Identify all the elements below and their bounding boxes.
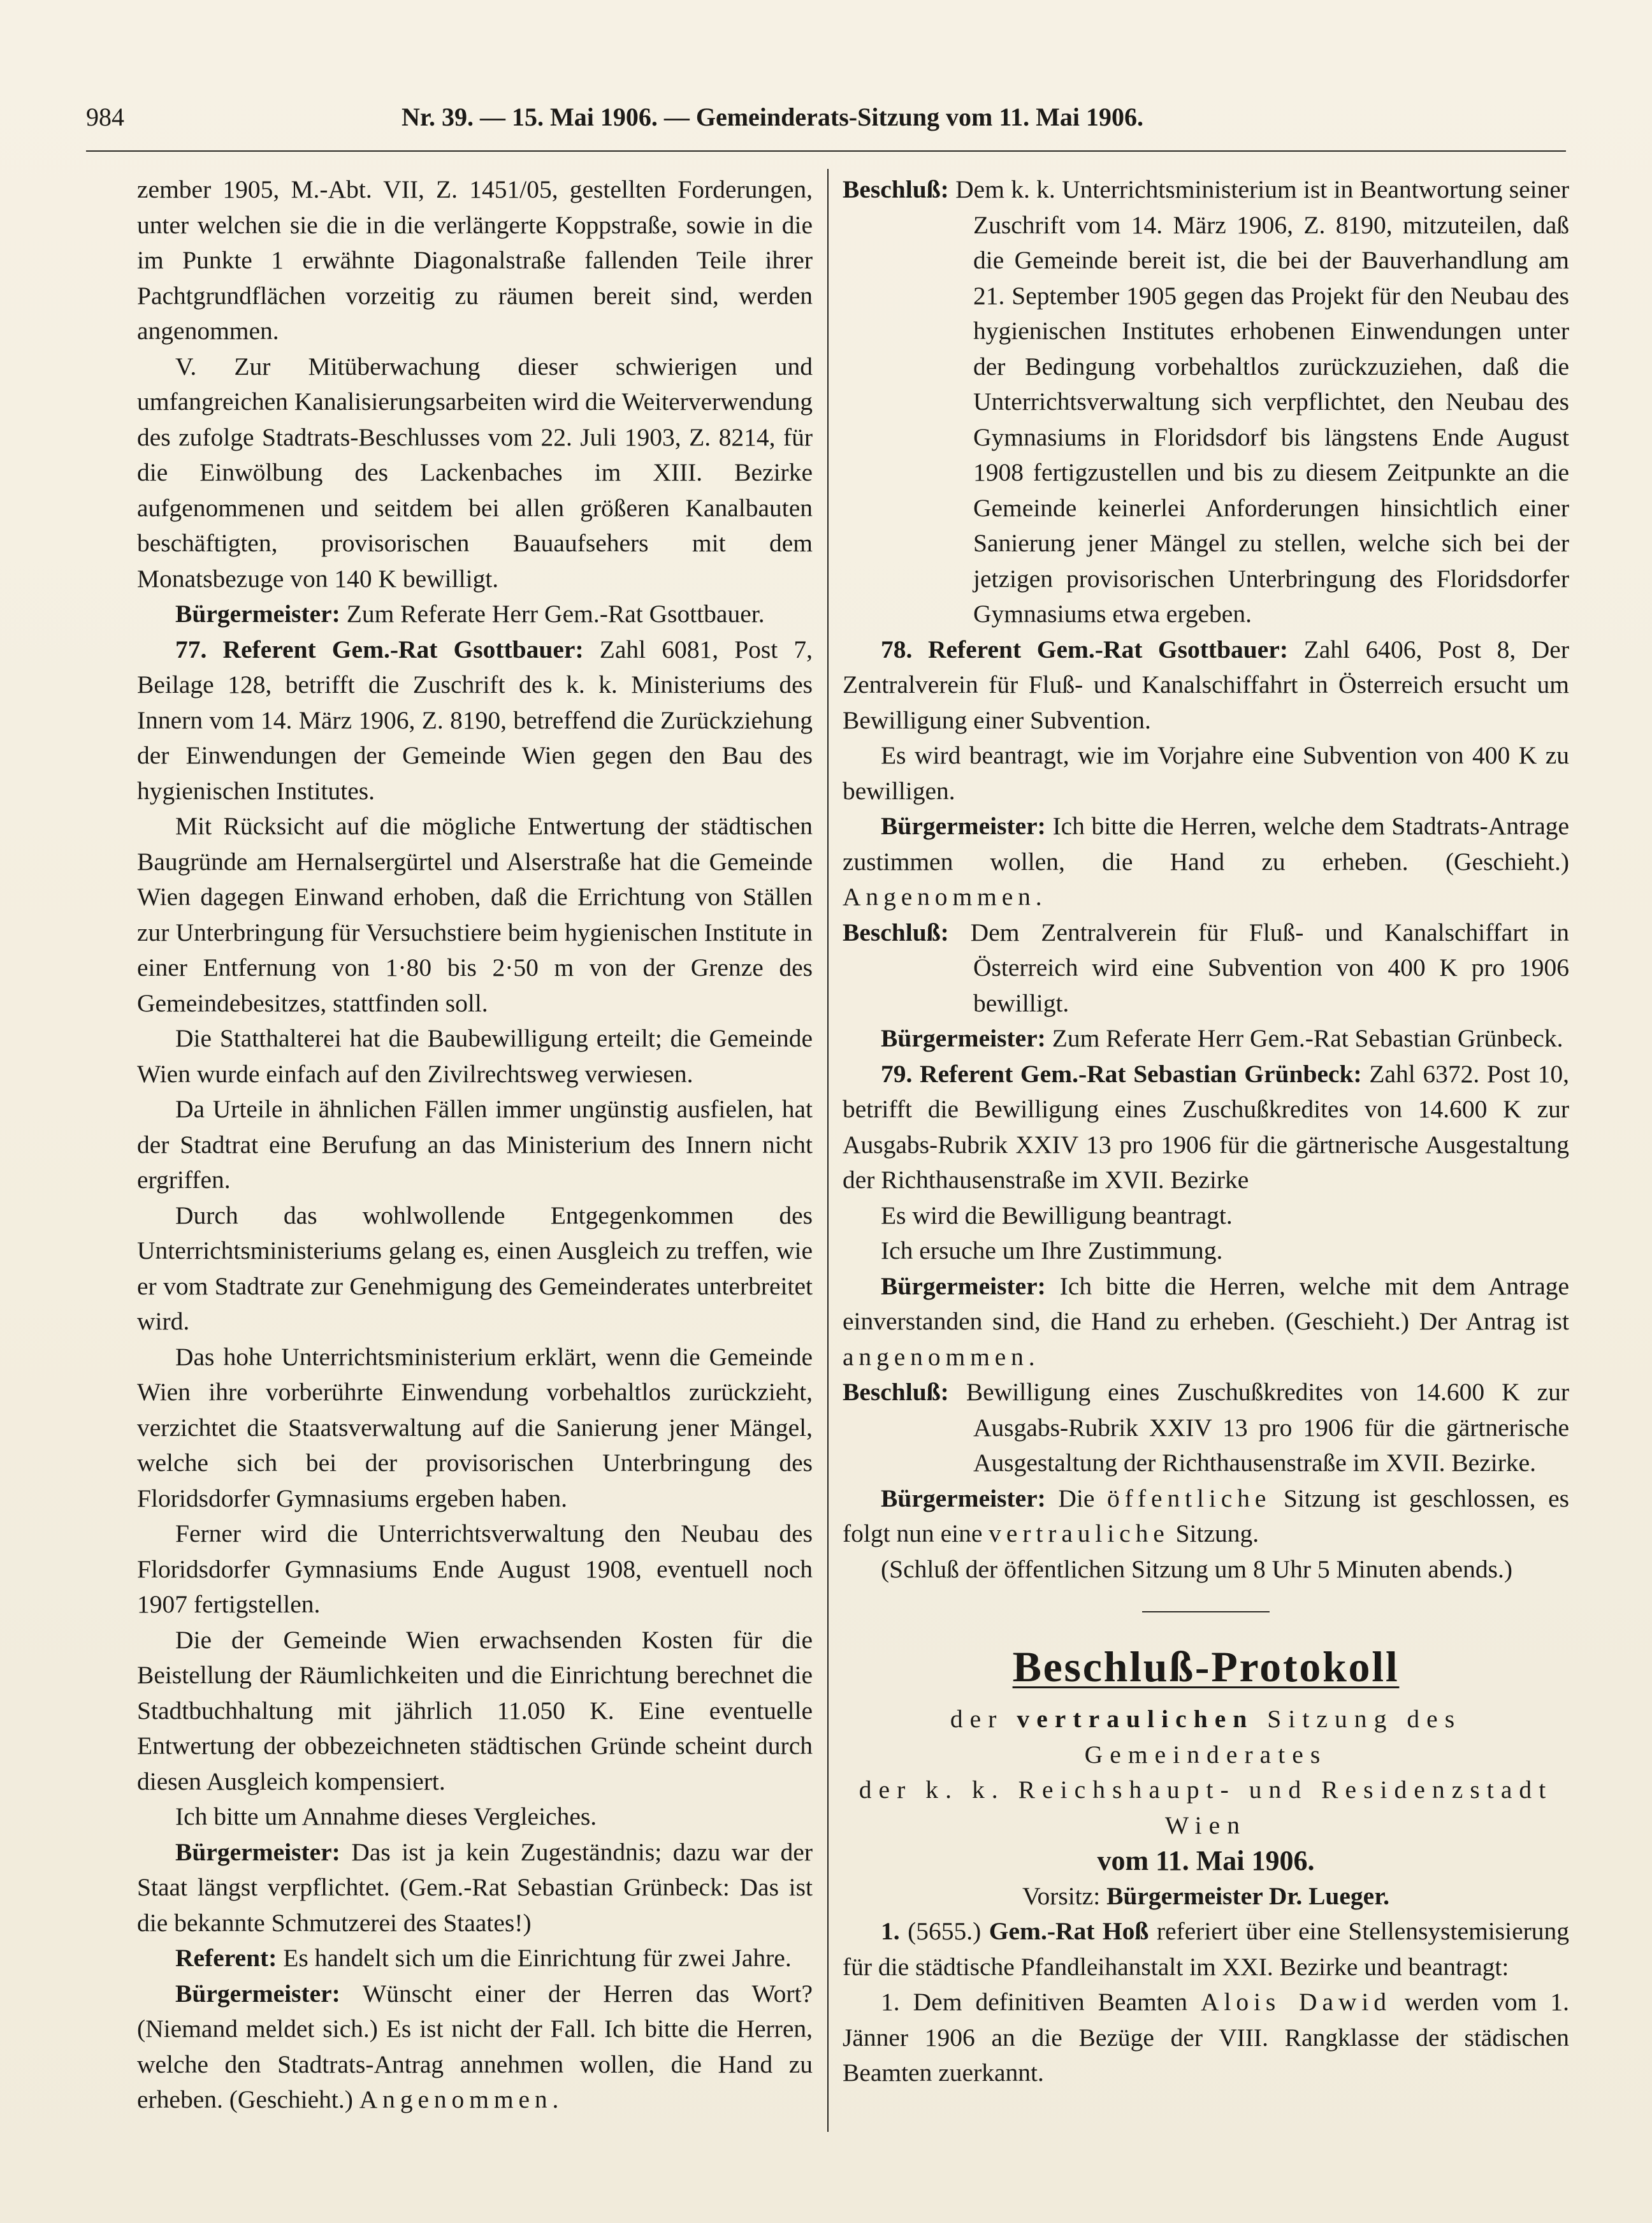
paragraph bbox=[843, 1021, 1569, 1057]
paragraph bbox=[137, 1941, 813, 1976]
protocol-date: vom 11. Mai 1906. bbox=[1097, 1845, 1315, 1876]
councillor-name: Gem.-Rat Hoß bbox=[989, 1917, 1149, 1945]
item-text: 1. Dem definitiven Beamten bbox=[881, 1988, 1187, 2016]
resolution-text: Dem Zentralverein für Fluß- und Kanalschiffart in Österreich wird eine Subvention von 400 K pro 1906 bewilligt. bbox=[970, 918, 1570, 1017]
header-rule bbox=[86, 150, 1566, 152]
speaker-label: Bürgermeister: bbox=[881, 1271, 1046, 1300]
resolution-paragraph bbox=[843, 1375, 1569, 1481]
speech-text: Es handelt sich um die Einrichtung für zwei Jahre. bbox=[283, 1944, 792, 1972]
column-divider bbox=[827, 169, 829, 2132]
speech-text: Zum Referate Herr Gem.-Rat Sebastian Grünbeck. bbox=[1052, 1024, 1563, 1052]
speaker-label: Referent: bbox=[175, 1944, 277, 1972]
speech-text: Sitzung ist geschlossen, es folgt nun eine bbox=[843, 1484, 1569, 1547]
section-divider bbox=[1142, 1611, 1270, 1612]
resolution-label: Beschluß: bbox=[843, 918, 949, 946]
agenda-item-label: 77. Referent Gem.-Rat Gsottbauer: bbox=[175, 635, 584, 663]
speaker-label: Bürgermeister: bbox=[881, 812, 1046, 840]
speech-text: Zum Referate Herr Gem.-Rat Gsottbauer. bbox=[346, 600, 765, 628]
speaker-label: Bürgermeister: bbox=[175, 1979, 340, 2008]
paragraph: Die Statthalterei hat die Baubewilligung erteilt; die Gemeinde Wien wurde einfach auf den Zivilrechtsweg verwiesen. bbox=[137, 1024, 813, 1088]
paragraph bbox=[137, 632, 813, 809]
protocol-title-text: Beschluß-Protokoll bbox=[1012, 1642, 1400, 1691]
paragraph bbox=[843, 1057, 1569, 1198]
resolution-text: Dem k. k. Unterrichtsministerium ist in Beantwortung seiner Zuschrift vom 14. März 1906, Z. 8190, mitzuteilen, daß die Gemeinde bereit ist, die bei der Bauverhandlung am 21. September 1905 gegen das Projekt für den Neubau des hygienischen Institutes erhobenen Einwendungen unter der Bedingung vorbehaltlos zurückzuziehen, daß die Unterrichtsverwaltung sich verpflichtet, den Neubau des Gymnasiums in Floridsdorf bis längstens Ende August 1908 fertigzustellen und bis zu diesem Zeitpunkte an die Gemeinde keinerlei Anforderungen hinsichtlich einer Sanierung jener Mängel zu stellen, welche sich bei der jetzigen provisorischen Unterbringung des Floridsdorfer Gymnasiums etwa ergeben. bbox=[955, 175, 1570, 628]
left-column bbox=[137, 172, 813, 2180]
subtitle-text: Sitzung des Gemeinderates bbox=[1084, 1705, 1462, 1769]
speaker-label: Bürgermeister: bbox=[175, 1837, 340, 1866]
speech-text: Sitzung. bbox=[1175, 1519, 1259, 1547]
page-header bbox=[86, 96, 1566, 147]
paragraph bbox=[137, 1835, 813, 1941]
paragraph: Es wird die Bewilligung beantragt. bbox=[881, 1201, 1233, 1229]
paragraph: Die der Gemeinde Wien erwachsenden Kosten für die Beistellung der Räumlichkeiten und die Einrichtung berechnet die Stadtbuchhaltung mit jährlich 11.050 K. Eine eventuelle Entwertung der obbezeichneten städtischen Gründe scheint durch diesen Ausgleich kompensiert. bbox=[137, 1625, 813, 1795]
paragraph: Da Urteile in ähnlichen Fällen immer ungünstig ausfielen, hat der Stadtrat eine Berufung an das Ministerium des Innern nicht ergriffen. bbox=[137, 1095, 813, 1194]
paragraph bbox=[843, 1914, 1569, 1985]
agenda-item-label: 78. Referent Gem.-Rat Gsottbauer: bbox=[881, 635, 1288, 663]
agenda-item-text: Zahl 6372. Post 10, betrifft die Bewilligung eines Zuschußkredites von 14.600 K zur Ausgabs-Rubrik XXIV 13 pro 1906 für die gärtnerische Ausgestaltung der Richthausenstraße im XVII. Bezirke bbox=[843, 1059, 1569, 1194]
paragraph: Das hohe Unterrichtsministerium erklärt, wenn die Gemeinde Wien ihre vorberührte Einwendung vorbehaltlos zurückzieht, verzichtet die Staatsverwaltung auf die Sanierung jener Mängel, welche sich bei der provisorischen Unterbringung des Floridsdorfer Gymnasiums ergeben haben. bbox=[137, 1342, 813, 1512]
paragraph: Mit Rücksicht auf die mögliche Entwertung der städtischen Baugründe am Hernalsergürtel und Alserstraße hat die Gemeinde Wien dagegen Einwand erhoben, daß die Errichtung von Ställen zur Unterbringung für Versuchstiere beim hygienischen Institute in einer Entfernung von 1·80 bis 2·50 m von der Grenze des Gemeindebesitzes, stattfinden soll. bbox=[137, 812, 813, 1017]
protocol-subtitle-line bbox=[843, 1702, 1569, 1772]
resolution-paragraph bbox=[843, 172, 1569, 632]
paragraph bbox=[843, 809, 1569, 915]
running-title: Nr. 39. — 15. Mai 1906. — Gemeinderats-Sitzung vom 11. Mai 1906. bbox=[402, 103, 1144, 131]
paragraph: Ich ersuche um Ihre Zustimmung. bbox=[881, 1236, 1223, 1264]
paragraph: V. Zur Mitüberwachung dieser schwierigen und umfangreichen Kanalisierungsarbeiten wird die Weiterverwendung des zufolge Stadtrats-Beschlusses vom 22. Juli 1903, Z. 8214, für die Einwölbung des Lackenbaches im XIII. Bezirke aufgenommenen und seitdem bei allen größeren Kanalbauten beschäftigten, provisorischen Bauaufsehers mit dem Monatsbezuge von 140 K bewilligt. bbox=[137, 352, 813, 593]
paragraph: Ich bitte um Annahme dieses Vergleiches. bbox=[175, 1802, 597, 1830]
spaced-word: öffentliche bbox=[1107, 1484, 1272, 1512]
protocol-title bbox=[843, 1638, 1569, 1695]
speaker-label: Bürgermeister: bbox=[175, 600, 340, 628]
chair-name: Bürgermeister Dr. Lueger. bbox=[1106, 1881, 1389, 1910]
subtitle-text: der bbox=[950, 1705, 1004, 1733]
paragraph bbox=[843, 1481, 1569, 1552]
speech-text: Das ist ja kein Zugeständnis; dazu war der Staat längst verpflichtet. (Gem.-Rat Sebastian Grünbeck: Das ist die bekannte Schmutzerei des Staates!) bbox=[137, 1837, 813, 1937]
item-text: (5655.) bbox=[908, 1917, 982, 1945]
speech-text: Wünscht einer der Herren das Wort? (Niemand meldet sich.) Es ist nicht der Fall. Ich bitte die Herren, welche den Stadtrats-Antrag annehmen wollen, die Hand zu erheben. (Geschieht.) bbox=[137, 1979, 813, 2113]
result-text: Angenommen. bbox=[843, 883, 1047, 911]
page-number: 984 bbox=[86, 103, 124, 131]
subtitle-emphasis: vertraulichen bbox=[1017, 1705, 1254, 1733]
speech-text: Die bbox=[1058, 1484, 1095, 1512]
resolution-paragraph bbox=[843, 915, 1569, 1022]
chair-line bbox=[843, 1879, 1569, 1915]
item-text: werden vom 1. Jänner 1906 an die Bezüge der VIII. Rangklasse der städischen Beamten zuerkannt. bbox=[843, 1988, 1570, 2087]
item-number: 1. bbox=[881, 1917, 900, 1945]
result-text: Angenommen. bbox=[359, 2085, 564, 2113]
speech-text: Ich bitte die Herren, welche dem Stadtrats-Antrage zustimmen wollen, die Hand zu erheben. (Geschieht.) bbox=[843, 812, 1570, 876]
speech-text: Ich bitte die Herren, welche mit dem Antrage einverstanden sind, die Hand zu erheben. (Geschieht.) Der Antrag ist bbox=[843, 1271, 1570, 1335]
paragraph: Es wird beantragt, wie im Vorjahre eine Subvention von 400 K zu bewilligen. bbox=[843, 741, 1569, 805]
resolution-text: Bewilligung eines Zuschußkredites von 14.600 K zur Ausgabs-Rubrik XXIV 13 pro 1906 für die gärtnerische Ausgestaltung der Richthausenstraße im XVII. Bezirke. bbox=[966, 1378, 1570, 1477]
speaker-label: Bürgermeister: bbox=[881, 1484, 1046, 1512]
paragraph: Durch das wohlwollende Entgegenkommen des Unterrichtsministeriums gelang es, einen Ausgleich zu treffen, wie er vom Stadtrate zur Genehmigung des Gemeinderates unterbreitet wird. bbox=[137, 1201, 813, 1335]
agenda-item-text: Zahl 6406, Post 8, Der Zentralverein für Fluß- und Kanalschiffahrt in Österreich ersucht um Bewilligung einer Subvention. bbox=[843, 635, 1569, 734]
resolution-label: Beschluß: bbox=[843, 1378, 949, 1406]
paragraph bbox=[137, 597, 813, 632]
spaced-word: vertrauliche bbox=[989, 1519, 1170, 1547]
agenda-item-label: 79. Referent Gem.-Rat Sebastian Grünbeck: bbox=[881, 1059, 1362, 1088]
right-column bbox=[843, 172, 1569, 2180]
agenda-item-text: Zahl 6081, Post 7, Beilage 128, betrifft die Zuschrift des k. k. Ministeriums des Innern vom 14. März 1906, Z. 8190, betreffend die Zurückziehung der Einwendungen der Gemeinde Wien gegen den Bau des hygienischen Institutes. bbox=[137, 635, 813, 805]
protocol-subtitle-line: der k. k. Reichshaupt- und Residenzstadt Wien bbox=[859, 1776, 1553, 1839]
paragraph bbox=[843, 1269, 1569, 1375]
paragraph bbox=[137, 1976, 813, 2118]
paragraph bbox=[843, 1985, 1569, 2091]
official-name: Alois Dawid bbox=[1201, 1988, 1391, 2016]
item-text: referiert über eine Stellensystemisierung für die städtische Pfandleihanstalt im XXI. Bezirke und beantragt: bbox=[843, 1917, 1570, 1981]
paragraph: (Schluß der öffentlichen Sitzung um 8 Uhr 5 Minuten abends.) bbox=[881, 1554, 1512, 1583]
chair-label: Vorsitz: bbox=[1022, 1881, 1101, 1910]
paragraph bbox=[843, 632, 1569, 739]
paragraph: zember 1905, M.-Abt. VII, Z. 1451/05, gestellten Forderungen, unter welchen sie die in die verlängerte Koppstraße, sowie in die im Punkte 1 erwähnte Diagonalstraße fallenden Teile ihrer Pachtgrundflächen vorzeitig zu räumen bereit sind, werden angenommen. bbox=[137, 175, 813, 345]
resolution-label: Beschluß: bbox=[843, 175, 949, 203]
result-text: angenommen. bbox=[843, 1342, 1040, 1371]
paragraph: Ferner wird die Unterrichtsverwaltung den Neubau des Floridsdorfer Gymnasiums Ende August 1908, eventuell noch 1907 fertigstellen. bbox=[137, 1519, 813, 1618]
speaker-label: Bürgermeister: bbox=[881, 1024, 1046, 1052]
